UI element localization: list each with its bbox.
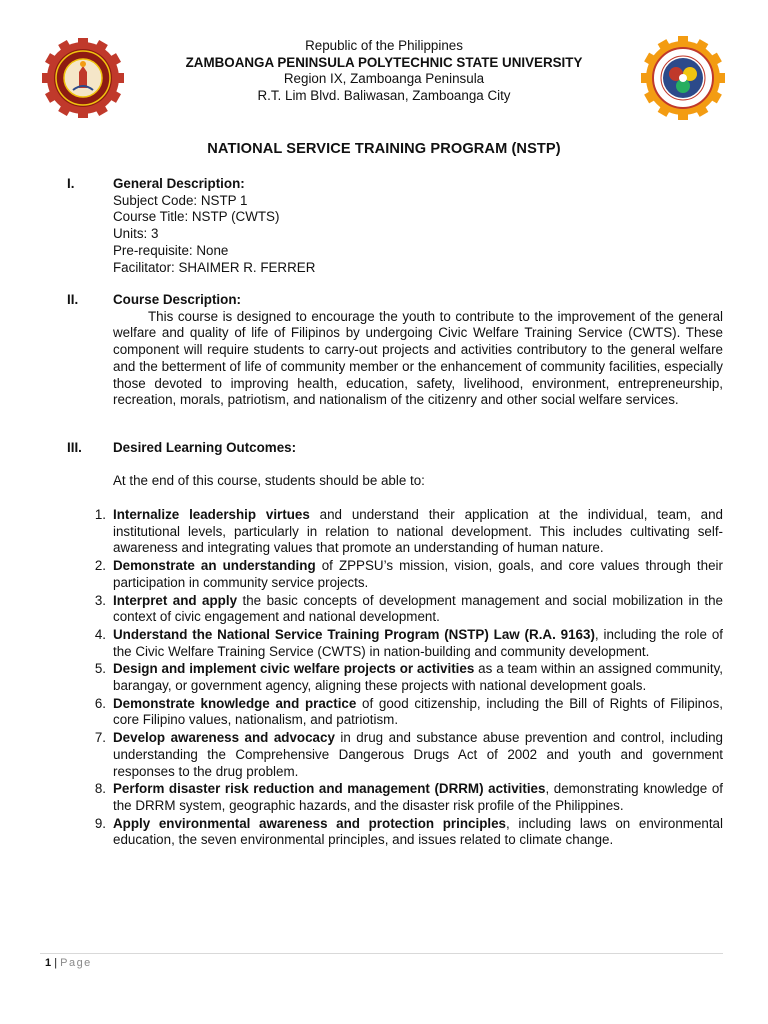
section-heading: Course Description: [113, 292, 241, 307]
subject-code: Subject Code: NSTP 1 [113, 192, 248, 208]
outcomes-list [88, 507, 723, 850]
facilitator: Facilitator: SHAIMER R. FERRER [113, 259, 316, 275]
footer-separator: | [54, 957, 58, 969]
section-numeral: I. [67, 176, 75, 191]
prerequisite: Pre-requisite: None [113, 242, 229, 258]
header-university-name: ZAMBOANGA PENINSULA POLYTECHNIC STATE UNIVERSITY [185, 54, 583, 70]
section-general-description [67, 176, 723, 276]
section-numeral: III. [67, 440, 82, 455]
footer-divider [40, 953, 723, 954]
list-item: 7. Develop awareness and advocacy in drug and substance abuse prevention and control, including understanding the Comprehensive Dangerous Drugs Act of 2002 and youth and government responses to the drug problem. [94, 730, 723, 779]
page-number: 1 [45, 957, 52, 969]
header-republic: Republic of the Philippines [305, 38, 463, 53]
list-item: 9. Apply environmental awareness and protection principles, including laws on environmental education, the seven environmental principles, and issues related to climate change. [94, 815, 723, 848]
list-item: 1. Internalize leadership virtues and understand their application at the individual, team, and institutional levels, particularly in relation to national development. This includes cultivating self-awareness and integrating values that promote an understanding of human nature. [94, 507, 723, 556]
section-course-description [67, 292, 723, 427]
section-heading: General Description: [113, 176, 245, 191]
list-item: 2. Demonstrate an understanding of ZPPSU’s mission, vision, goals, and core values through their participation in community service projects. [94, 558, 723, 590]
outcomes-intro: At the end of this course, students should be able to: [113, 472, 425, 488]
letterhead [0, 38, 768, 104]
list-item: 5. Design and implement civic welfare projects or activities as a team within an assigned community, barangay, or government agency, aligning these projects with national development goals. [94, 661, 723, 694]
section-numeral: II. [67, 292, 79, 307]
document-title: NATIONAL SERVICE TRAINING PROGRAM (NSTP) [207, 141, 561, 157]
list-item: 6. Demonstrate knowledge and practice of good citizenship, including the Bill of Rights of Filipinos, core Filipino values, nationalism, and patriotism. [94, 695, 723, 728]
page-footer [45, 957, 92, 969]
course-title: Course Title: NSTP (CWTS) [113, 209, 280, 225]
section-heading: Desired Learning Outcomes: [113, 440, 297, 455]
section-learning-outcomes [67, 440, 723, 500]
list-item: 3. Interpret and apply the basic concepts of development management and social mobilization in the context of civic engagement and national development. [94, 592, 724, 625]
page-label: Page [60, 957, 92, 969]
course-description-paragraph: This course is designed to encourage the youth to contribute to the improvement of the general welfare and quality of life of Filipinos by undergoing Civic Welfare Training Service (CWTS). These component will require students to carry-out projects and activities contributory to the general welfare and the betterment of life of community member or the enhancement of community facilities, especially those devoted to improving health, education, safety, livelihood, environment, entrepreneurship, recreation, morals, patriotism, and nationalism of the citizenry and other social welfare services. [113, 308, 723, 408]
list-item: 8. Perform disaster risk reduction and management (DRRM) activities, demonstrating knowledge of the DRRM system, geographic hazards, and the disaster risk profile of the Philippines. [94, 781, 723, 813]
list-item: 4. Understand the National Service Training Program (NSTP) Law (R.A. 9163), including the role of the Civic Welfare Training Service (CWTS) in nation-building and community development. [94, 626, 723, 659]
header-address: R.T. Lim Blvd. Baliwasan, Zamboanga City [257, 87, 511, 103]
units: Units: 3 [113, 226, 159, 242]
header-region: Region IX, Zamboanga Peninsula [283, 71, 485, 86]
